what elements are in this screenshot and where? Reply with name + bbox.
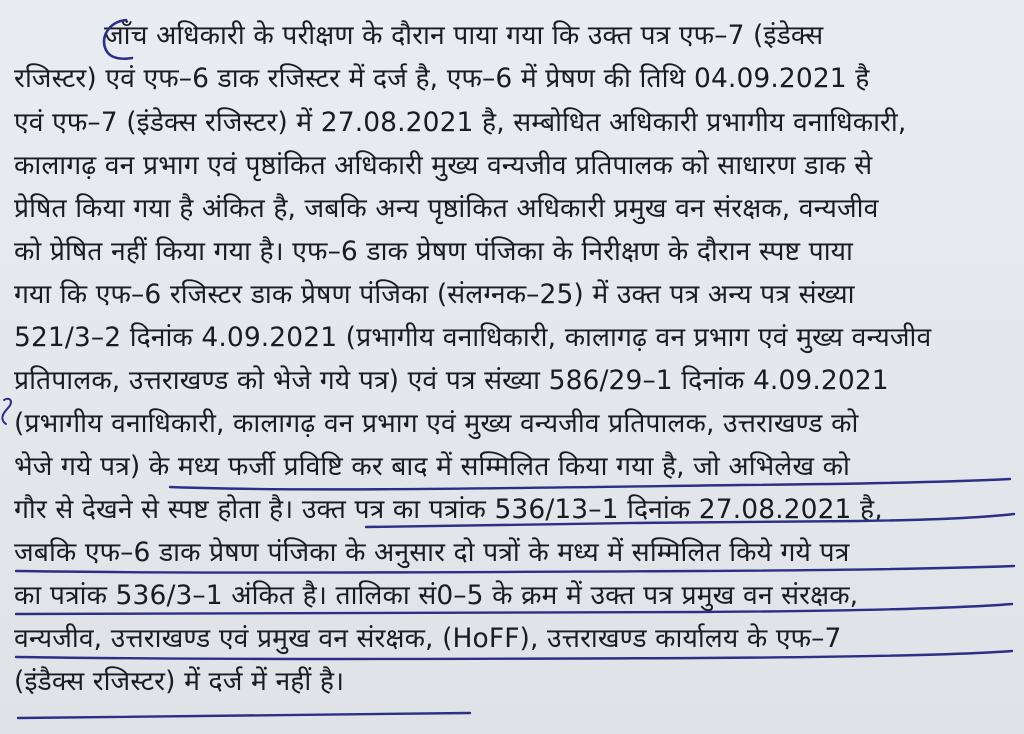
text-line-5: प्रेषित किया गया है अंकित है, जबकि अन्य पृष्ठांकित अधिकारी प्रमुख वन संरक्षक, वन्यजीव	[14, 193, 879, 224]
text-line-15: वन्यजीव, उत्तराखण्ड एवं प्रमुख वन संरक्षक, (HoFF), उत्तराखण्ड कार्यालय के एफ–7	[14, 623, 842, 654]
text-line-9: प्रतिपालक, उत्तराखण्ड को भेजे गये पत्र) एवं पत्र संख्या 586/29–1 दिनांक 4.09.2021	[14, 365, 889, 396]
text-line-6: को प्रेषित नहीं किया गया है। एफ–6 डाक प्रेषण पंजिका के निरीक्षण के दौरान स्पष्ट पाया	[14, 236, 853, 267]
pen-margin-flourish	[2, 399, 11, 424]
text-line-14: का पत्रांक 536/3–1 अंकित है। तालिका सं0–5 के क्रम में उक्त पत्र प्रमुख वन संरक्षक,	[14, 580, 859, 611]
text-line-13: जबकि एफ–6 डाक प्रेषण पंजिका के अनुसार दो पत्रों के मध्य में सम्मिलित किये गये पत्र	[14, 537, 850, 568]
text-line-8: 521/3–2 दिनांक 4.09.2021 (प्रभागीय वनाधिकारी, कालागढ़ वन प्रभाग एवं मुख्य वन्यजीव	[14, 322, 932, 353]
text-line-7: गया कि एफ–6 रजिस्टर डाक प्रेषण पंजिका (संलग्नक–25) में उक्त पत्र अन्य पत्र संख्या	[14, 279, 855, 310]
text-line-10: (प्रभागीय वनाधिकारी, कालागढ़ वन प्रभाग एवं मुख्य वन्यजीव प्रतिपालक, उत्तराखण्ड को	[14, 408, 859, 439]
text-line-1: जाँच अधिकारी के परीक्षण के दौरान पाया गया कि उक्त पत्र एफ–7 (इंडेक्स	[104, 20, 824, 51]
text-line-16: (इंडैक्स रजिस्टर) में दर्ज में नहीं है।	[14, 666, 345, 697]
text-line-11: भेजे गये पत्र) के मध्य फर्जी प्रविष्टि कर बाद में सम्मिलित किया गया है, जो अभिलेख को	[14, 451, 850, 482]
text-line-3: एवं एफ–7 (इंडेक्स रजिस्टर) में 27.08.2021 है, सम्बोधित अधिकारी प्रभागीय वनाधिकारी,	[14, 107, 907, 138]
text-line-4: कालागढ़ वन प्रभाग एवं पृष्ठांकित अधिकारी मुख्य वन्यजीव प्रतिपालक को साधारण डाक से	[14, 150, 873, 181]
text-line-12: गौर से देखने से स्पष्ट होता है। उक्त पत्र का पत्रांक 536/13–1 दिनांक 27.08.2021 है,	[14, 494, 883, 525]
text-line-2: रजिस्टर) एवं एफ–6 डाक रजिस्टर में दर्ज है, एफ–6 में प्रेषण की तिथि 04.09.2021 है	[14, 63, 870, 94]
pen-underline-6	[18, 713, 470, 718]
